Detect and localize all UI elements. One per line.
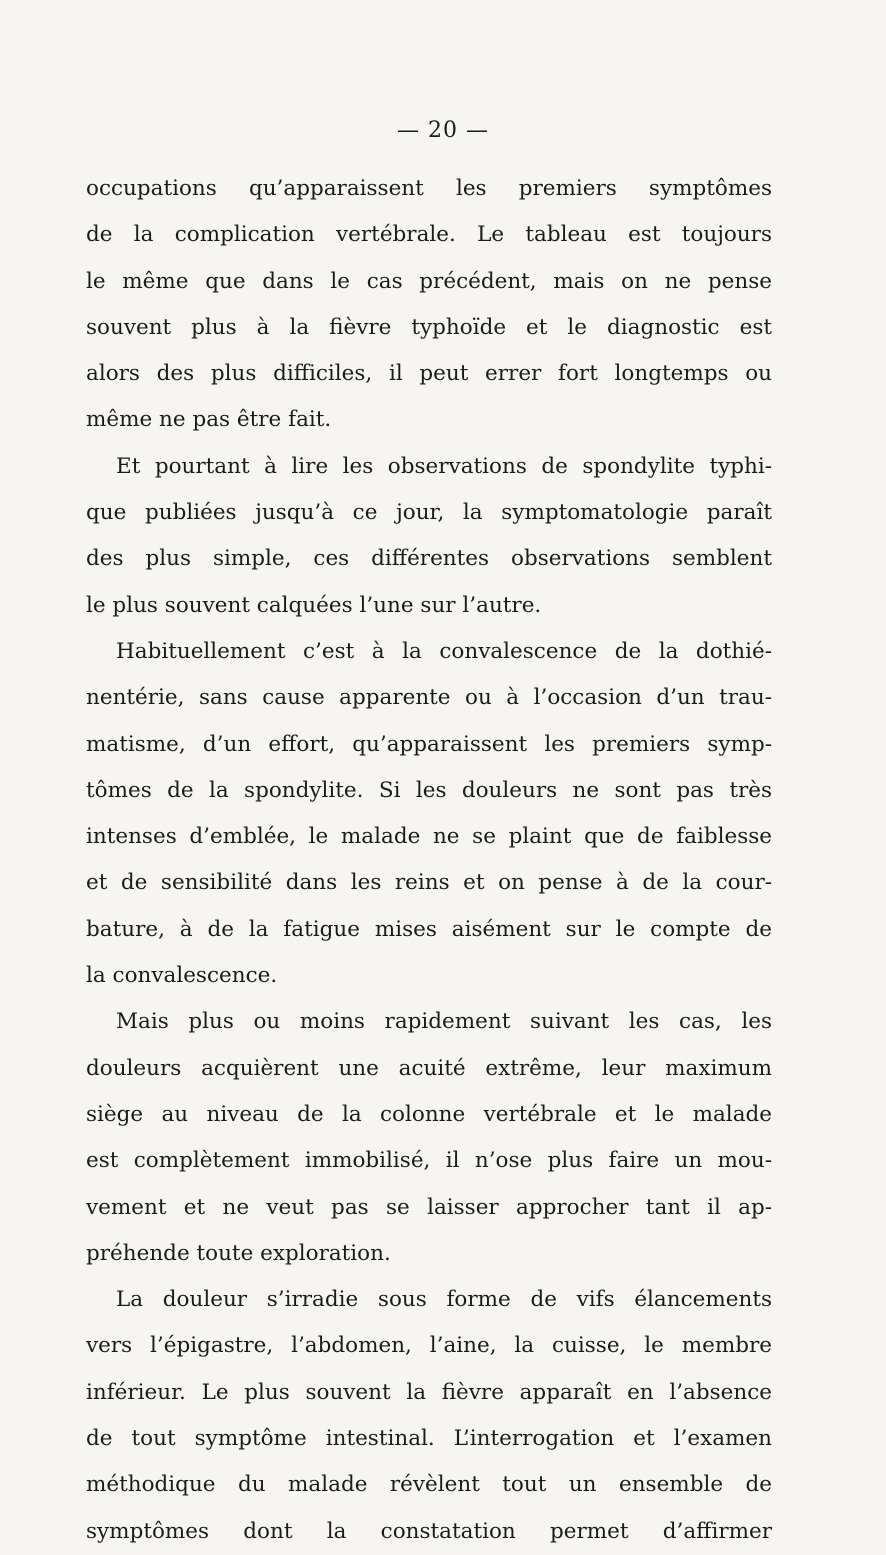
body-text	[86, 166, 772, 1555]
text-line: nentérie, sans cause apparente ou à l’occasion d’un trau-	[86, 685, 772, 711]
text-line: méthodique du malade révèlent tout un ensemble de	[86, 1472, 772, 1498]
text-line: intenses d’emblée, le malade ne se plaint que de faiblesse	[86, 824, 772, 850]
text-line: alors des plus difficiles, il peut errer fort longtemps ou	[86, 361, 772, 387]
text-line: souvent plus à la fièvre typhoïde et le diagnostic est	[86, 314, 772, 340]
text-line: inférieur. Le plus souvent la fièvre apparaît en l’absence	[86, 1379, 772, 1405]
text-line: douleurs acquièrent une acuité extrême, leur maximum	[86, 1055, 772, 1081]
text-line: que publiées jusqu’à ce jour, la symptomatologie paraît	[86, 500, 772, 526]
text-line: symptômes dont la constatation permet d’affirmer	[86, 1518, 772, 1544]
page-number: — 20 —	[397, 118, 489, 143]
text-line: et de sensibilité dans les reins et on pense à de la cour-	[86, 870, 772, 896]
text-line: de la complication vertébrale. Le tableau est toujours	[86, 222, 772, 248]
text-line: Mais plus ou moins rapidement suivant les cas, les	[116, 1009, 772, 1035]
text-line: siège au niveau de la colonne vertébrale et le malade	[86, 1101, 772, 1127]
text-line: occupations qu’apparaissent les premiers symptômes	[86, 176, 772, 201]
text-line: est complètement immobilisé, il n’ose plus faire un mou-	[86, 1148, 772, 1174]
text-line: préhende toute exploration.	[86, 1240, 391, 1266]
text-line: vers l’épigastre, l’abdomen, l’aine, la cuisse, le membre	[86, 1333, 772, 1359]
text-line: La douleur s’irradie sous forme de vifs élancements	[116, 1287, 772, 1313]
text-line: même ne pas être fait.	[86, 407, 332, 433]
text-line: matisme, d’un effort, qu’apparaissent les premiers symp-	[86, 731, 772, 757]
text-line: Habituellement c’est à la convalescence de la dothié-	[116, 638, 772, 664]
text-line: tômes de la spondylite. Si les douleurs ne sont pas très	[86, 777, 772, 803]
text-line: le même que dans le cas précédent, mais on ne pense	[86, 268, 772, 294]
text-line: Et pourtant à lire les observations de spondylite typhi-	[116, 453, 772, 479]
text-line: vement et ne veut pas se laisser approcher tant il ap-	[86, 1194, 772, 1220]
text-line: des plus simple, ces différentes observations semblent	[86, 546, 772, 572]
text-line: de tout symptôme intestinal. L’interrogation et l’examen	[86, 1426, 772, 1452]
text-line: la convalescence.	[86, 963, 278, 989]
text-line: le plus souvent calquées l’une sur l’autre.	[86, 592, 542, 618]
text-line: bature, à de la fatigue mises aisément sur le compte de	[86, 916, 772, 942]
